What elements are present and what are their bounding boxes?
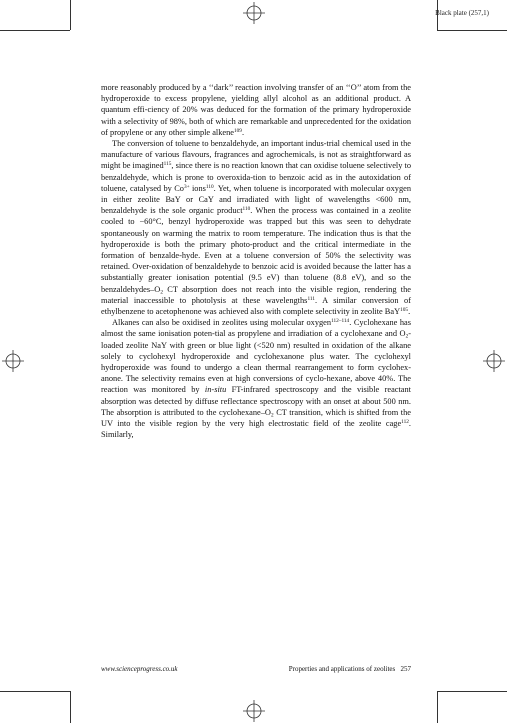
crop-mark bbox=[0, 691, 70, 692]
page-number: 257 bbox=[400, 665, 411, 673]
paragraph: more reasonably produced by a ‘‘dark’’ reaction involving transfer of an ‘‘O’’ atom from the hydroperoxide to excess propylene, yielding allyl alcohol as an additional product. A quantum effi-ciency of 20% was deduced for the formation of the primary hydroperoxide with a selectivity of 98%, both of which are remarkable and unprecedented for the oxidation of propylene or any other simple alkene$^{109}$. bbox=[101, 83, 411, 137]
footer-url: www.scienceprogress.co.uk bbox=[101, 665, 178, 673]
paragraph: The conversion of toluene to benzaldehyde, an important indus-trial chemical used in the manufacture of various flavours, fragrances and agrochemicals, is not as straightforward as might be imagined$^{115}$, since there is no reaction known that can oxidise toluene selectively to benzaldehyde, which is prone to overoxida-tion to benzoic acid as in the autoxidation of toluene, catalysed by $Co^{3+}$ ions$^{110}$. Yet, when toluene is incorporated with molecular oxygen in either zeolite BaY or CaY and irradiated with light of wavelengths <600 nm, benzaldehyde is the sole organic product$^{110}$. When the process was contained in a zeolite cooled to −60°C, benzyl hydroperoxide was trapped but this was seen to dehydrate spontaneously on warming the matrix to room temperature. The indication thus is that the hydroperoxide is both the primary photo-product and the critical intermediate in the formation of benzalde-hyde. Even at a toluene conversion of 50% the selectivity was retained. Over-oxidation of benzaldehyde to benzoic acid is avoided because the latter has a substantially greater ionisation potential (9.5 eV) than toluene (8.8 eV), and so the benzaldehydes–$O_2$ CT absorption does not reach into the visible region, rendering the material inaccessible to photolysis at these wavelengths$^{111}$. A similar conversion of ethylbenzene to acetophenone was achieved also with complete selectivity in zeolite BaY$^{105}$. bbox=[101, 139, 411, 317]
running-title: Properties and applications of zeolites bbox=[288, 665, 396, 673]
registration-mark-icon bbox=[243, 700, 265, 722]
article-body bbox=[101, 82, 411, 441]
crop-mark bbox=[70, 691, 71, 723]
crop-mark bbox=[437, 691, 438, 723]
registration-mark-icon bbox=[2, 350, 24, 372]
registration-mark-icon bbox=[483, 350, 505, 372]
crop-mark bbox=[437, 30, 507, 31]
crop-mark bbox=[70, 0, 71, 30]
crop-mark bbox=[0, 30, 70, 31]
registration-mark-icon bbox=[243, 2, 265, 24]
footer-right bbox=[289, 665, 411, 673]
plate-label: Black plate (257,1) bbox=[435, 9, 489, 17]
paragraph: Alkanes can also be oxidised in zeolites using molecular oxygen$^{112-114}$. Cyclohexane has almost the same ionisation poten-tial as propylene and irradiation of a cyclohexane and $O_2$-loaded zeolite NaY with green or blue light (<520 nm) resulted in oxidation of the alkane solely to cyclohexyl hydroperoxide and cyclohexanone plus water. The cyclohexyl hydroperoxide was found to undergo a clean thermal rearrangement to form cyclohex-anone. The selectivity remains even at high conversions of cyclo-hexane, above 40%. The reaction was monitored by in-situ FT-infrared spectroscopy and the visible reactant absorption was detected by diffuse reflectance spectroscopy with an onset at about 500 nm. The absorption is attributed to the cyclohexane–$O_2$ CT transition, which is shifted from the UV into the visible region by the very high electrostatic field of the zeolite cage$^{112}$. Similarly, bbox=[101, 318, 412, 440]
page-footer bbox=[101, 665, 411, 673]
crop-mark bbox=[437, 691, 507, 692]
